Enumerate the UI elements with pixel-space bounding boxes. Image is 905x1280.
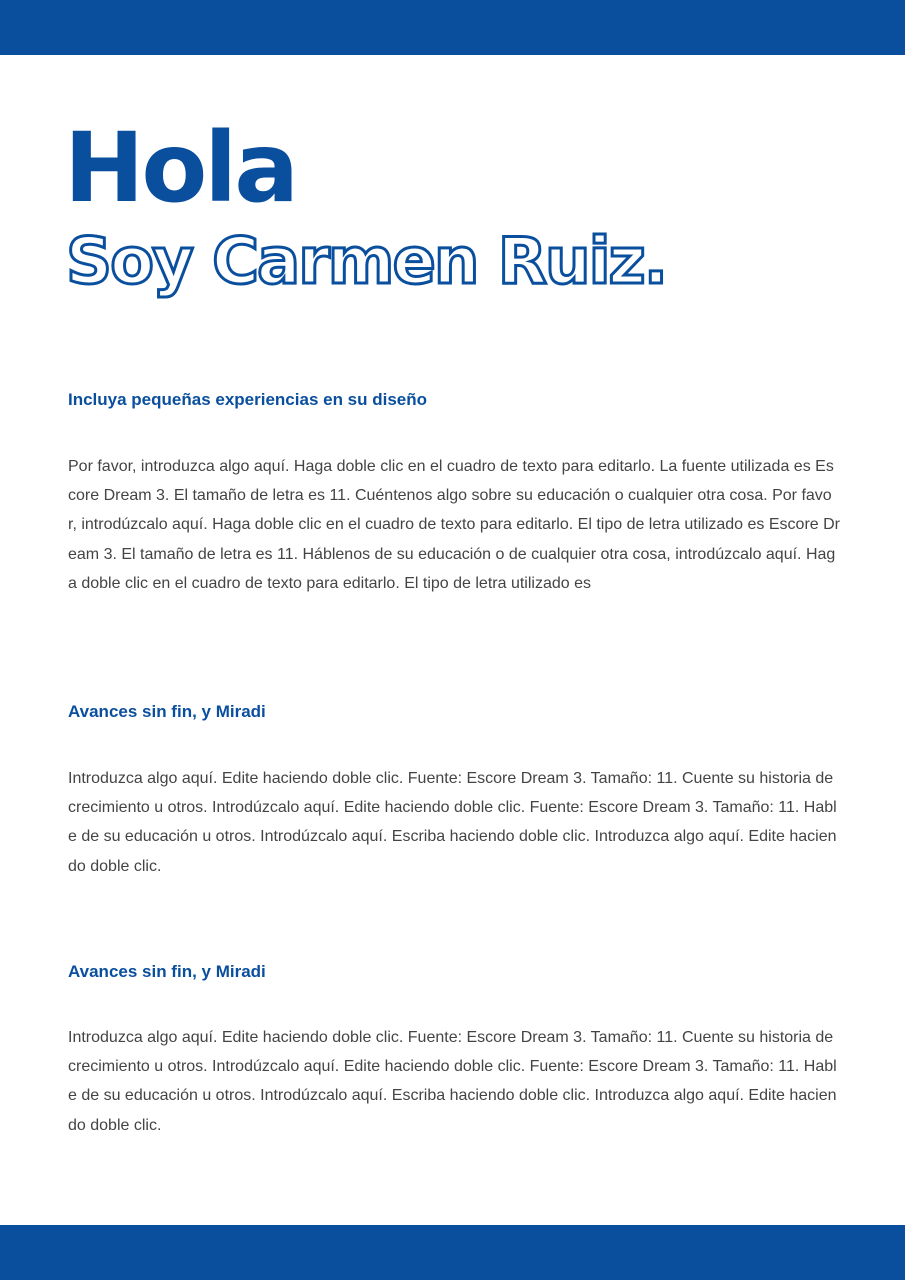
section-body-advances: Introduzca algo aquí. Edite haciendo doble clic. Fuente: Escore Dream 3. Tamaño: 11. Cuente su historia de crecimiento u otros. Introdúzcalo aquí. Edite haciendo doble clic. Fuente: Escore Dream 3. Tamaño: 11. Hable de su educación u otros. Introdúzcalo aquí. Escriba haciendo doble clic. Introduzca algo aquí. Edite haciendo doble clic. (68, 770, 837, 875)
bottom-accent-band (0, 1225, 905, 1280)
name-heading: Soy Carmen Ruiz. (66, 225, 667, 299)
section-heading-advances: Avances sin fin, y Miradi (68, 702, 266, 721)
top-accent-band (0, 0, 905, 55)
section-heading-advances-2: Avances sin fin, y Miradi (68, 962, 266, 981)
section-body-experiences: Por favor, introduzca algo aquí. Haga doble clic en el cuadro de texto para editarlo. La fuente utilizada es Escore Dream 3. El tamaño de letra es 11. Cuéntenos algo sobre su educación o cualquier otra cosa. Por favor, introdúzcalo aquí. Haga doble clic en el cuadro de texto para editarlo. El tipo de letra utilizado es Escore Dream 3. El tamaño de letra es 11. Háblenos de su educación o de cualquier otra cosa, introdúzcalo aquí. Haga doble clic en el cuadro de texto para editarlo. El tipo de letra utilizado es (68, 458, 840, 592)
section-heading-experiences: Incluya pequeñas experiencias en su diseño (68, 390, 428, 409)
greeting-heading: Hola (64, 112, 296, 224)
section-body-advances-2: Introduzca algo aquí. Edite haciendo doble clic. Fuente: Escore Dream 3. Tamaño: 11. Cuente su historia de crecimiento u otros. Introdúzcalo aquí. Edite haciendo doble clic. Fuente: Escore Dream 3. Tamaño: 11. Hable de su educación u otros. Introdúzcalo aquí. Escriba haciendo doble clic. Introduzca algo aquí. Edite haciendo doble clic. (68, 1029, 837, 1134)
